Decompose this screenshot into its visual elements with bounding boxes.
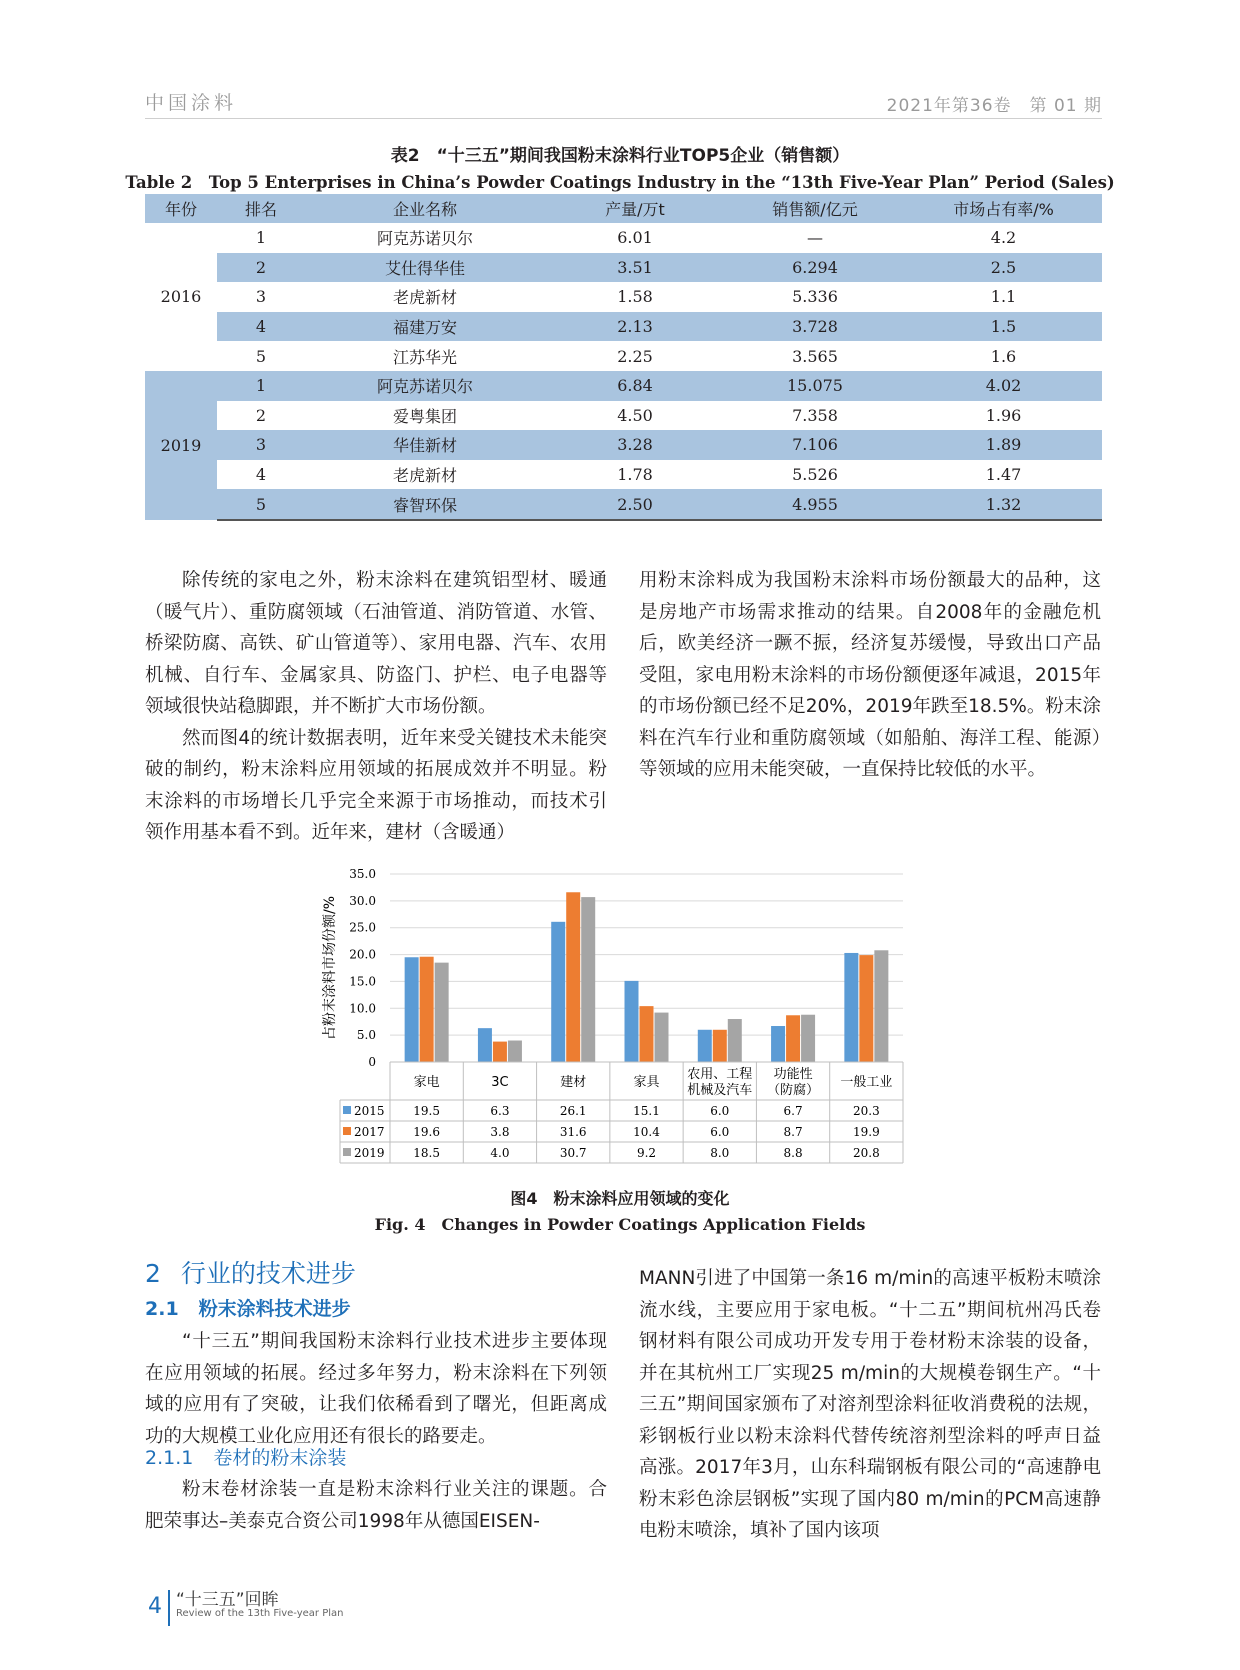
- share-cell: 1.96: [985, 405, 1022, 425]
- paragraph: 用粉末涂料成为我国粉末涂料市场份额最大的品种，这是房地产市场需求推动的结果。自2008年的金融危机后，欧美经济一蹶不振，经济复苏缓慢，导致出口产品受阻，家电用粉末涂料的市场份额便逐年减退，2015年的市场份额已经不足20%，2019年跌至18.5%。粉末涂料在汽车行业和重防腐领域（如船舶、海洋工程、能源）等领域的应用未能突破，一直保持比较低的水平。: [639, 570, 1101, 780]
- y-tick-label: 15.0: [349, 974, 376, 989]
- top5-table: [145, 194, 1102, 521]
- company-cell: 福建万安: [305, 312, 545, 342]
- legend-swatch: [343, 1127, 351, 1135]
- x-category-label: 家电: [413, 1075, 440, 1090]
- bar: [859, 955, 873, 1062]
- bar: [771, 1026, 785, 1062]
- data-label: 6.0: [710, 1104, 730, 1118]
- data-label: 10.4: [633, 1125, 660, 1139]
- paragraph: 粉末卷材涂装一直是粉末涂料行业关注的课题。合肥荣事达–美泰克合资公司1998年从德国EISEN-: [145, 1479, 607, 1532]
- y-axis-label: 占粉末涂料市场份额/%: [322, 895, 338, 1041]
- section-right: [639, 1263, 1101, 1547]
- rank-cell: 5: [255, 346, 267, 366]
- data-label: 6.3: [490, 1104, 510, 1118]
- table-caption-cn: 表2 “十三五”期间我国粉末涂料行业TOP5企业（销售额）: [390, 146, 850, 166]
- company-cell: 睿智环保: [305, 489, 545, 520]
- table-row: [145, 282, 1102, 312]
- data-label: 19.9: [852, 1125, 880, 1139]
- x-category-label: 一般工业: [840, 1075, 893, 1090]
- figure-caption-cn: 图4 粉末涂料应用领域的变化: [510, 1189, 730, 1208]
- share-cell: 1.32: [905, 489, 1102, 520]
- paragraph: MANN引进了中国第一条16 m/min的高速平板粉末喷涂流水线，主要应用于家电板。“十二五”期间杭州冯氏卷钢材料有限公司成功开发专用于卷材粉末涂装的设备，并在其杭州工厂实现25 m/min的大规模卷钢生产。“十三五”期间国家颁布了对溶剂型涂料征收消费税的法规，彩钢板行业以粉末涂料代替传统溶剂型涂料的呼声日益高涨。2017年3月，山东科瑞钢板有限公司的“高速静电粉末彩色涂层钢板”实现了国内80 m/min的PCM高速静电粉末喷涂，填补了国内该项: [639, 1268, 1101, 1541]
- table-row: [145, 253, 1102, 283]
- data-label: 8.7: [783, 1125, 803, 1139]
- company-cell: 阿克苏诺贝尔: [376, 229, 473, 249]
- header-rule: [145, 118, 1102, 119]
- table-row: [145, 341, 1102, 371]
- share-cell: 4.02: [905, 371, 1102, 401]
- table-row: [145, 371, 1102, 401]
- bar: [405, 957, 419, 1062]
- figure-caption-en: Fig. 4 Changes in Powder Coatings Application Fields: [374, 1215, 866, 1234]
- rank-cell: 2: [217, 253, 305, 283]
- bar: [581, 897, 595, 1062]
- table-row: [145, 460, 1102, 490]
- table-row: [145, 223, 1102, 253]
- company-cell: 爱粤集团: [392, 406, 457, 426]
- section-left-bottom: [145, 1474, 607, 1537]
- company-cell: 江苏华光: [392, 347, 457, 367]
- share-cell: 1.47: [985, 465, 1022, 485]
- output-cell: 3.28: [545, 430, 725, 460]
- output-cell: 6.84: [545, 371, 725, 401]
- rank-cell: 3: [217, 430, 305, 460]
- data-label: 20.8: [852, 1146, 880, 1160]
- y-tick-label: 20.0: [349, 947, 376, 962]
- x-category-label: 农用、工程: [687, 1067, 753, 1082]
- y-tick-label: 30.0: [349, 893, 376, 908]
- data-label: 30.7: [559, 1146, 587, 1160]
- subsection-heading: [145, 1294, 351, 1321]
- bar: [713, 1030, 727, 1062]
- sales-cell: —: [807, 228, 823, 248]
- year-cell: 2019: [145, 371, 217, 520]
- section-title: 行业的技术进步: [180, 1259, 356, 1288]
- paragraph: 除传统的家电之外，粉末涂料在建筑铝型材、暖通（暖气片）、重防腐领域（石油管道、消防管道、水管、桥梁防腐、高铁、矿山管道等）、家用电器、汽车、农用机械、自行车、金属家具、防盗门、护栏、电子电器等领域很快站稳脚跟，并不断扩大市场份额。: [145, 570, 607, 717]
- share-cell: 4.2: [990, 228, 1017, 248]
- bar: [728, 1019, 742, 1062]
- output-cell: 2.25: [617, 346, 653, 366]
- footer-divider: [168, 1590, 170, 1626]
- paragraph: “十三五”期间我国粉末涂料行业技术进步主要体现在应用领域的拓展。经过多年努力，粉末涂料在下列领域的应用有了突破，让我们依稀看到了曙光，但距离成功的大规模工业化应用还有很长的路要走。: [145, 1331, 607, 1447]
- sales-cell: 3.728: [725, 312, 905, 342]
- table-caption-en: Table 2 Top 5 Enterprises in China’s Powder Coatings Industry in the “13th Five-Year Plan” Period (Sales): [125, 173, 1115, 192]
- legend-label: 2019: [354, 1146, 385, 1160]
- output-cell: 6.01: [617, 228, 653, 248]
- bar: [844, 953, 858, 1062]
- paragraph: 然而图4的统计数据表明，近年来受关键技术未能突破的制约，粉末涂料应用领域的拓展成效并不明显。粉末涂料的市场增长几乎完全来源于市场推动，而技术引领作用基本看不到。近年来，建材（含暖通）: [145, 727, 607, 843]
- subsubsection-title: 卷材的粉末涂装: [213, 1447, 347, 1469]
- year-cell: 2016: [160, 287, 202, 307]
- bar: [551, 922, 565, 1062]
- rank-cell: 1: [217, 371, 305, 401]
- sales-cell: 6.294: [725, 253, 905, 283]
- data-label: 3.8: [490, 1125, 510, 1139]
- table-header-row: [145, 194, 1102, 223]
- x-category-label: 建材: [560, 1075, 587, 1090]
- bar: [801, 1015, 815, 1062]
- sales-cell: 4.955: [725, 489, 905, 520]
- company-cell: 艾仕得华佳: [305, 253, 545, 283]
- y-tick-label: 5.0: [356, 1028, 376, 1043]
- rank-cell: 5: [217, 489, 305, 520]
- rank-cell: 2: [255, 405, 267, 425]
- header-cell: 市场占有率/%: [905, 194, 1102, 223]
- table-row: [145, 489, 1102, 520]
- bar: [698, 1030, 712, 1062]
- bar: [493, 1042, 507, 1062]
- rank-cell: 4: [217, 312, 305, 342]
- data-label: 6.7: [783, 1104, 803, 1118]
- output-cell: 2.13: [545, 312, 725, 342]
- table-row: [145, 430, 1102, 460]
- legend-label: 2017: [354, 1125, 385, 1139]
- bar: [478, 1028, 492, 1062]
- company-cell: 华佳新材: [305, 430, 545, 460]
- output-cell: 1.58: [617, 287, 653, 307]
- section-left-top: [145, 1326, 607, 1452]
- company-cell: 阿克苏诺贝尔: [305, 371, 545, 401]
- bar: [435, 963, 449, 1062]
- subsection-number: 2.1: [145, 1298, 179, 1320]
- sales-cell: 7.106: [725, 430, 905, 460]
- legend-swatch: [343, 1148, 351, 1156]
- body-right-column: [639, 565, 1101, 786]
- share-cell: 1.6: [990, 346, 1017, 366]
- bar: [786, 1015, 800, 1062]
- data-label: 19.6: [413, 1125, 441, 1139]
- output-cell: 2.50: [545, 489, 725, 520]
- y-tick-label: 0: [368, 1055, 376, 1069]
- output-cell: 4.50: [617, 405, 653, 425]
- data-label: 9.2: [636, 1146, 657, 1160]
- subsection-title: 粉末涂料技术进步: [198, 1298, 351, 1320]
- data-label: 8.8: [783, 1146, 803, 1160]
- data-label: 31.6: [559, 1125, 587, 1139]
- x-category-label: 3C: [491, 1075, 509, 1090]
- header-cell: 企业名称: [305, 194, 545, 223]
- sales-cell: 5.526: [792, 465, 838, 485]
- share-cell: 1.1: [990, 287, 1017, 307]
- section-heading: [145, 1254, 356, 1290]
- body-left-column: [145, 565, 607, 849]
- bar: [420, 957, 434, 1062]
- x-category-label: 机械及汽车: [687, 1083, 753, 1098]
- header-cell: 产量/万t: [545, 194, 725, 223]
- header-cell: 年份: [145, 194, 217, 223]
- share-cell: 1.5: [905, 312, 1102, 342]
- legend-label: 2015: [354, 1104, 385, 1118]
- output-cell: 3.51: [545, 253, 725, 283]
- bar: [566, 892, 580, 1062]
- data-label: 19.5: [413, 1104, 441, 1118]
- bar: [625, 981, 639, 1062]
- data-label: 8.0: [710, 1146, 730, 1160]
- footer-subtitle: Review of the 13th Five-year Plan: [176, 1608, 344, 1619]
- subsubsection-heading: [145, 1443, 346, 1470]
- footer-title: “十三五”回眸: [176, 1590, 279, 1610]
- rank-cell: 1: [255, 228, 267, 248]
- table-row: [145, 401, 1102, 431]
- data-label: 20.3: [852, 1104, 880, 1118]
- x-category-label: 家具: [633, 1075, 660, 1090]
- x-category-label: 功能性: [773, 1067, 813, 1082]
- section-number: 2: [145, 1259, 161, 1288]
- data-label: 4.0: [490, 1146, 510, 1160]
- bar: [508, 1041, 522, 1062]
- output-cell: 1.78: [617, 465, 653, 485]
- data-label: 26.1: [559, 1104, 587, 1118]
- table-row: [145, 312, 1102, 342]
- header-cell: 排名: [217, 194, 305, 223]
- issue-info: 2021年第36卷 第 01 期: [886, 96, 1102, 116]
- y-tick-label: 35.0: [349, 867, 376, 881]
- rank-cell: 4: [255, 465, 267, 485]
- bar: [640, 1006, 654, 1062]
- data-label: 18.5: [413, 1146, 441, 1160]
- legend-swatch: [343, 1106, 351, 1114]
- x-category-label: （防腐）: [767, 1083, 820, 1098]
- bar: [655, 1013, 669, 1062]
- data-label: 15.1: [633, 1104, 660, 1118]
- data-label: 6.0: [710, 1125, 730, 1139]
- sales-cell: 15.075: [725, 371, 905, 401]
- subsubsection-number: 2.1.1: [145, 1447, 194, 1469]
- company-cell: 老虎新材: [392, 466, 457, 486]
- sales-cell: 3.565: [792, 346, 838, 366]
- y-tick-label: 10.0: [349, 1001, 376, 1016]
- sales-cell: 7.358: [792, 405, 838, 425]
- bar: [874, 950, 888, 1062]
- page-number: 4: [148, 1594, 162, 1619]
- header-cell: 销售额/亿元: [725, 194, 905, 223]
- company-cell: 老虎新材: [392, 288, 457, 308]
- rank-cell: 3: [255, 287, 267, 307]
- share-cell: 1.89: [905, 430, 1102, 460]
- y-tick-label: 25.0: [349, 920, 376, 935]
- journal-name: 中国涂料: [145, 92, 238, 114]
- sales-cell: 5.336: [792, 287, 838, 307]
- share-cell: 2.5: [905, 253, 1102, 283]
